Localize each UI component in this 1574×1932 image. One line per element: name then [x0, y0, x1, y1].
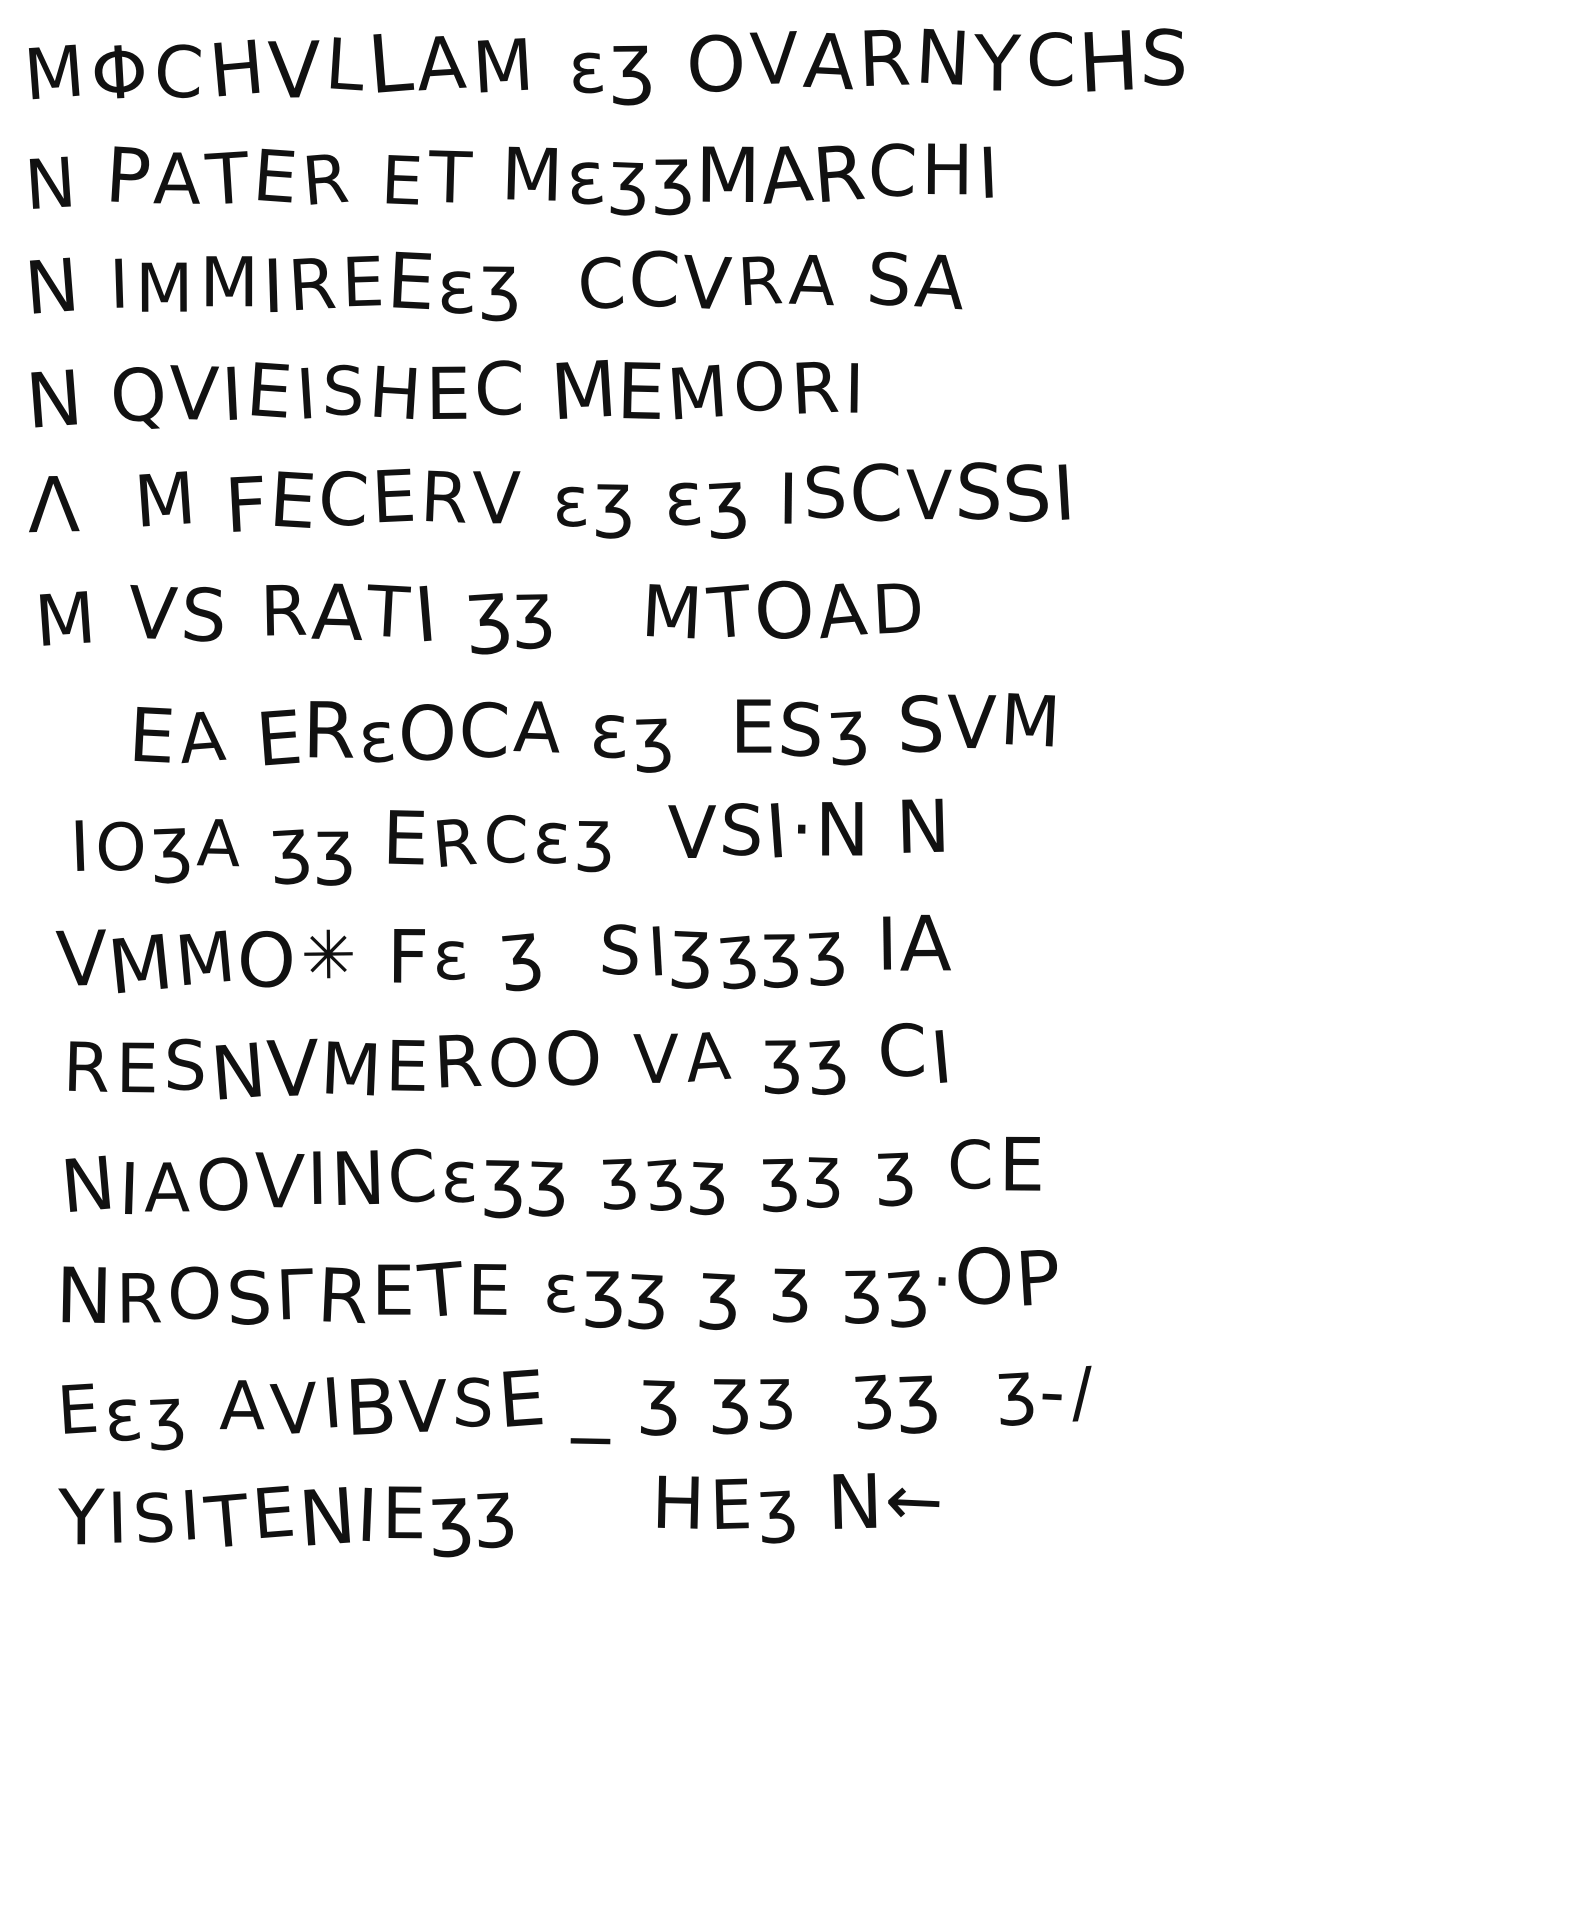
- inscription-glyph: ʒ: [625, 1246, 676, 1334]
- inscription-glyph: C: [847, 448, 909, 541]
- inscription-glyph: S: [896, 680, 951, 771]
- inscription-glyph: O: [396, 689, 464, 779]
- inscription-glyph: S: [450, 1364, 501, 1444]
- inscription-glyph: C: [865, 128, 923, 214]
- inscription-glyph: C: [473, 346, 529, 433]
- inscription-glyph: E: [371, 1250, 420, 1332]
- inscription-glyph: ε: [589, 686, 636, 776]
- inscription-glyph: A: [218, 1366, 269, 1446]
- inscription-glyph: S: [953, 447, 1010, 539]
- inscription-glyph: R: [299, 138, 356, 222]
- inscription-glyph: ʒ: [426, 1468, 480, 1561]
- inscription-glyph: E: [729, 684, 781, 771]
- inscription-glyph: H: [366, 351, 429, 437]
- inscription-glyph: ʒ: [709, 1351, 758, 1438]
- inscription-glyph: Λ: [26, 460, 86, 551]
- inscription-glyph: E: [126, 691, 183, 782]
- inscription-glyph: M: [131, 456, 203, 545]
- inscription-glyph: ʒ: [713, 908, 765, 993]
- inscription-glyph: ʒ: [841, 1243, 887, 1327]
- inscription-glyph: M: [695, 131, 766, 221]
- inscription-glyph: I: [762, 788, 796, 877]
- inscription-glyph: R: [115, 1259, 167, 1340]
- inscription-glyph: S: [178, 571, 234, 660]
- inscription-glyph: I: [305, 1136, 333, 1222]
- inscription-glyph: M: [500, 132, 569, 219]
- inscription-glyph: R: [302, 685, 362, 777]
- inscription-line-12: [54, 1232, 1068, 1343]
- inscription-glyph: P: [1012, 1233, 1068, 1325]
- inscription-line-11: [57, 1122, 1050, 1232]
- inscription-glyph: I: [927, 1014, 961, 1102]
- inscription-glyph: Φ: [88, 29, 155, 118]
- inscription-line-1: [20, 13, 1195, 118]
- inscription-glyph: ʒ: [607, 135, 655, 219]
- inscription-glyph: S: [999, 447, 1060, 542]
- inscription-glyph: ε: [542, 1250, 583, 1329]
- inscription-glyph: E: [252, 693, 311, 784]
- inscription-glyph: I: [108, 244, 135, 325]
- inscription-glyph: C: [574, 242, 633, 327]
- inscription-glyph: ʒ: [881, 1241, 937, 1332]
- inscription-glyph: F: [222, 460, 275, 551]
- inscription-glyph: O: [167, 1253, 227, 1336]
- inscription-glyph: ʒ: [668, 901, 721, 993]
- inscription-glyph: E: [466, 1250, 516, 1332]
- inscription-glyph: ·: [929, 1242, 959, 1322]
- inscription-line-3: [21, 235, 972, 332]
- inscription-glyph: A: [153, 138, 207, 221]
- inscription-glyph: I: [410, 569, 445, 660]
- inscription-glyph: ε: [661, 453, 711, 544]
- inscription-glyph: ʒ: [686, 1135, 735, 1219]
- inscription-glyph: E: [494, 1353, 553, 1446]
- inscription-line-14: [57, 1457, 950, 1566]
- inscription-glyph: E: [425, 352, 476, 437]
- inscription-glyph: M: [469, 23, 540, 111]
- inscription-glyph: F: [386, 914, 434, 1001]
- inscription-glyph: ʒ: [873, 1125, 922, 1210]
- inscription-glyph: ε: [440, 1135, 485, 1220]
- inscription-glyph: H: [650, 1461, 711, 1547]
- inscription-glyph: E: [381, 1472, 432, 1556]
- inscription-glyph: C: [947, 1126, 999, 1205]
- inscription-glyph: A: [899, 899, 957, 990]
- inscription-glyph: I: [178, 1475, 208, 1557]
- inscription-line-6: [32, 561, 931, 663]
- inscription-glyph: C: [456, 687, 516, 776]
- inscription-glyph: T: [203, 136, 256, 222]
- inscription-glyph: ʒ: [755, 1463, 804, 1547]
- inscription-glyph: ʒ: [472, 1464, 523, 1552]
- inscription-glyph: S: [717, 789, 771, 874]
- inscription-glyph: T: [415, 1246, 472, 1336]
- inscription-glyph: ʒ: [598, 1133, 645, 1213]
- inscription-line-5: [26, 447, 1083, 551]
- inscription-glyph: R: [419, 456, 475, 540]
- inscription-glyph: N: [913, 14, 978, 104]
- inscription-glyph: M: [318, 1026, 388, 1114]
- inscription-glyph: V: [167, 350, 226, 439]
- inscription-glyph: ʒ: [148, 801, 198, 887]
- inscription-glyph: ʒ: [495, 904, 551, 995]
- inscription-glyph: R: [429, 805, 485, 884]
- inscription-glyph: A: [413, 20, 473, 109]
- inscription-glyph: O: [235, 915, 303, 1006]
- inscription-glyph: E: [615, 346, 671, 438]
- inscription-glyph: -: [1037, 1349, 1072, 1435]
- inscription-glyph: ʒ: [462, 561, 519, 658]
- inscription-glyph: I: [219, 351, 250, 438]
- inscription-glyph: Y: [57, 1473, 110, 1563]
- inscription-glyph: S: [320, 351, 370, 432]
- inscription-glyph: ʒ: [769, 1241, 817, 1326]
- inscription-glyph: E: [340, 241, 390, 323]
- inscription-glyph: O: [750, 564, 823, 659]
- inscription-glyph: R: [856, 14, 918, 105]
- inscription-glyph: M: [135, 249, 198, 329]
- inscription-glyph: ʒ: [145, 1372, 193, 1454]
- inscription-glyph: ʒ: [695, 1244, 748, 1334]
- inscription-glyph: T: [365, 570, 417, 655]
- inscription-glyph: S: [775, 686, 832, 775]
- inscription-glyph: A: [195, 807, 246, 883]
- inscription-glyph: I: [843, 349, 869, 430]
- inscription-line-10: [61, 1009, 961, 1119]
- inscription-glyph: ʒ: [756, 1353, 800, 1432]
- inscription-glyph: ε: [550, 460, 596, 544]
- inscription-glyph: R: [285, 242, 344, 328]
- inscription-line-2: [22, 128, 1005, 227]
- inscription-glyph: E: [385, 236, 443, 329]
- inscription-glyph: V: [397, 1364, 453, 1450]
- inscription-glyph: H: [1075, 14, 1147, 112]
- inscription-glyph: ε: [433, 916, 474, 996]
- inscription-glyph: I: [645, 912, 674, 993]
- inscription-glyph: C: [1025, 19, 1081, 103]
- inscription-glyph: M: [997, 678, 1067, 765]
- inscription-glyph: V: [266, 25, 327, 117]
- inscription-glyph: E: [369, 454, 423, 540]
- inscription-glyph: ʒ: [478, 238, 526, 324]
- inscription-glyph: ʒ: [592, 457, 640, 542]
- inscription-glyph: ·: [790, 788, 819, 873]
- inscription-glyph: V: [125, 570, 184, 658]
- inscription-glyph: E: [708, 1464, 758, 1546]
- inscription-line-9: [54, 899, 957, 1013]
- inscription-glyph: V: [632, 1020, 683, 1100]
- inscription-glyph: I: [293, 353, 324, 436]
- inscription-glyph: ʒ: [574, 796, 619, 876]
- inscription-glyph: I: [68, 807, 96, 889]
- inscription-glyph: S: [863, 237, 919, 324]
- inscription-glyph: ε: [530, 796, 578, 882]
- inscription-glyph: E: [115, 1028, 163, 1109]
- inscription-glyph: E: [54, 1369, 106, 1451]
- inscription-glyph: A: [309, 567, 370, 659]
- inscription-glyph: M: [32, 576, 103, 663]
- inscription-glyph: O: [954, 1232, 1020, 1323]
- inscription-glyph: O: [193, 1143, 257, 1229]
- inscription-glyph: H: [920, 129, 978, 212]
- inscription-glyph: V: [667, 792, 722, 877]
- inscription-glyph: A: [801, 17, 863, 108]
- inscription-glyph: ʒ: [703, 453, 756, 543]
- inscription-glyph: N: [207, 1026, 274, 1119]
- inscription-glyph: ʒ: [631, 691, 680, 776]
- inscription-glyph: E: [266, 455, 324, 547]
- inscription-glyph: M: [664, 349, 735, 437]
- inscription-glyph: N: [894, 785, 956, 872]
- inscription-glyph: I: [777, 458, 804, 541]
- inscription-glyph: Γ: [274, 1254, 320, 1337]
- inscription-line-7: [126, 678, 1067, 784]
- inscription-glyph: R: [788, 346, 846, 432]
- inscription-glyph: ʒ: [582, 1242, 631, 1331]
- inscription-glyph: D: [870, 568, 931, 650]
- inscription-glyph: ʒ: [761, 1013, 808, 1097]
- inscription-glyph: R: [314, 1252, 375, 1342]
- inscription-glyph: ʒ: [609, 16, 661, 109]
- inscription-glyph: ʒ: [804, 1131, 849, 1211]
- inscription-glyph: M: [548, 343, 625, 439]
- inscription-glyph: ʒ: [825, 684, 875, 769]
- inscription-glyph: M: [171, 915, 243, 1003]
- inscription-glyph: ε: [562, 133, 614, 223]
- inscription-glyph: _: [571, 1354, 617, 1445]
- inscription-glyph: ε: [435, 243, 482, 332]
- inscription-glyph: C: [152, 30, 210, 116]
- inscription-glyph: A: [911, 238, 972, 328]
- inscription-glyph: /: [1068, 1352, 1100, 1432]
- inscription-glyph: I: [261, 243, 290, 331]
- inscription-glyph: S: [129, 1478, 183, 1560]
- inscription-glyph: I: [106, 1477, 133, 1560]
- inscription-glyph: O: [488, 1025, 545, 1103]
- inscription-glyph: M: [20, 30, 92, 117]
- inscription-glyph: C: [876, 1009, 933, 1094]
- inscription-glyph: V: [251, 1137, 311, 1227]
- inscription-glyph: V: [472, 456, 527, 541]
- inscription-glyph: A: [756, 128, 821, 223]
- inscription-glyph: R: [809, 128, 874, 221]
- inscription-glyph: B: [342, 1361, 404, 1454]
- inscription-glyph: N: [295, 1471, 364, 1565]
- inscription-glyph: R: [258, 570, 313, 653]
- inscription-glyph: I: [117, 1147, 145, 1232]
- inscription-glyph: N: [54, 1251, 119, 1342]
- inscription-glyph: M: [639, 569, 710, 656]
- inscription-glyph: ε: [565, 26, 613, 111]
- inscription-glyph: M: [199, 242, 263, 323]
- inscription-glyph: ʒ: [803, 904, 853, 989]
- inscription-glyph: I: [875, 901, 903, 988]
- inscription-glyph: N: [825, 1457, 889, 1548]
- inscription-glyph: V: [946, 680, 1002, 766]
- inscription-glyph: P: [102, 130, 159, 223]
- inscription-glyph: E: [243, 347, 300, 436]
- inscription-glyph: A: [144, 1148, 195, 1228]
- inscription-line-4: [22, 343, 869, 447]
- inscription-glyph: ʒ: [993, 1345, 1042, 1429]
- inscription-glyph: ʒ: [894, 1346, 947, 1437]
- inscription-glyph: A: [511, 686, 567, 770]
- inscription-glyph: O: [94, 810, 152, 887]
- inscription-glyph: ✳: [299, 916, 361, 995]
- inscription-glyph: V: [748, 17, 805, 102]
- inscription-glyph: E: [384, 1025, 435, 1108]
- inscription-glyph: R: [431, 1019, 489, 1106]
- inscription-glyph: ʒ: [268, 802, 319, 889]
- inscription-glyph: N: [329, 1135, 392, 1224]
- inscription-glyph: E: [249, 134, 305, 221]
- inscription-glyph: R: [61, 1027, 116, 1109]
- inscription-glyph: N: [21, 242, 87, 332]
- inscription-glyph: I: [355, 1472, 385, 1560]
- inscription-glyph: ʒ: [803, 1012, 855, 1099]
- inscription-glyph: C: [384, 1133, 445, 1221]
- inscription-glyph: C: [315, 455, 376, 544]
- inscription-glyph: ʒ: [637, 1352, 688, 1440]
- inscription-glyph: N: [22, 353, 91, 447]
- inscription-glyph: E: [379, 141, 429, 222]
- inscription-glyph: E: [381, 796, 434, 884]
- inscription-glyph: N: [815, 789, 874, 874]
- inscription-glyph: O: [543, 1015, 608, 1103]
- inscription-glyph: ←: [883, 1458, 950, 1544]
- inscription-glyph: A: [682, 1017, 737, 1098]
- inscription-glyph: ʒ: [480, 1130, 532, 1222]
- inscription-glyph: L: [364, 16, 421, 113]
- inscription-glyph: ʒ: [651, 131, 700, 218]
- inscription-line-8: [68, 785, 956, 889]
- inscription-glyph: H: [205, 24, 273, 115]
- inscription-line-13: [54, 1345, 1100, 1460]
- inscription-glyph: ʒ: [849, 1347, 901, 1433]
- inscription-glyph: S: [163, 1025, 213, 1107]
- inscription-glyph: S: [597, 910, 648, 992]
- inscription-glyph: T: [705, 569, 759, 655]
- inscription-glyph: ε: [354, 694, 405, 781]
- inscription-glyph: V: [264, 1023, 325, 1116]
- inscription-glyph: O: [685, 20, 751, 110]
- inscription-glyph: I: [1050, 448, 1083, 539]
- inscription-glyph: A: [176, 696, 233, 780]
- inscription-glyph: ʒ: [760, 907, 807, 991]
- inscription-glyph: I: [975, 132, 1005, 216]
- inscription-glyph: T: [427, 136, 478, 221]
- inscription-glyph: C: [482, 803, 534, 879]
- inscription-glyph: S: [801, 451, 854, 536]
- inscription-glyph: ε: [100, 1370, 152, 1460]
- inscription-glyph: M: [104, 917, 182, 1013]
- inscription-glyph: I: [318, 1362, 350, 1445]
- inscription-glyph: V: [267, 1367, 324, 1452]
- inscription-glyph: Y: [973, 19, 1027, 110]
- inscription-glyph: L: [323, 23, 372, 108]
- inscription-glyph: E: [997, 1122, 1050, 1209]
- inscription-glyph: Q: [107, 351, 175, 440]
- inscription-glyph: ʒ: [313, 805, 360, 889]
- inscription-glyph: ʒ: [525, 1133, 576, 1221]
- inscription-glyph: V: [905, 455, 957, 536]
- inscription-glyph: ʒ: [512, 566, 561, 652]
- inscription-glyph: S: [1138, 13, 1195, 105]
- inscription-glyph: E: [249, 1471, 304, 1556]
- inscription-glyph: A: [787, 240, 842, 322]
- inscription-glyph: ʒ: [758, 1131, 806, 1215]
- inscription-glyph: S: [224, 1255, 278, 1343]
- inscription-glyph: R: [735, 241, 789, 322]
- inscription-glyph: ʒ: [641, 1133, 691, 1215]
- inscription-glyph: A: [813, 566, 875, 656]
- inscription-glyph: N: [22, 142, 83, 227]
- inscription-glyph: O: [730, 347, 792, 428]
- inscription-glyph: V: [680, 240, 739, 328]
- inscription-glyph: T: [202, 1478, 257, 1566]
- inscription-glyph: C: [627, 235, 688, 326]
- inscription-glyph: N: [57, 1140, 124, 1231]
- inscription-glyph: V: [54, 914, 114, 1005]
